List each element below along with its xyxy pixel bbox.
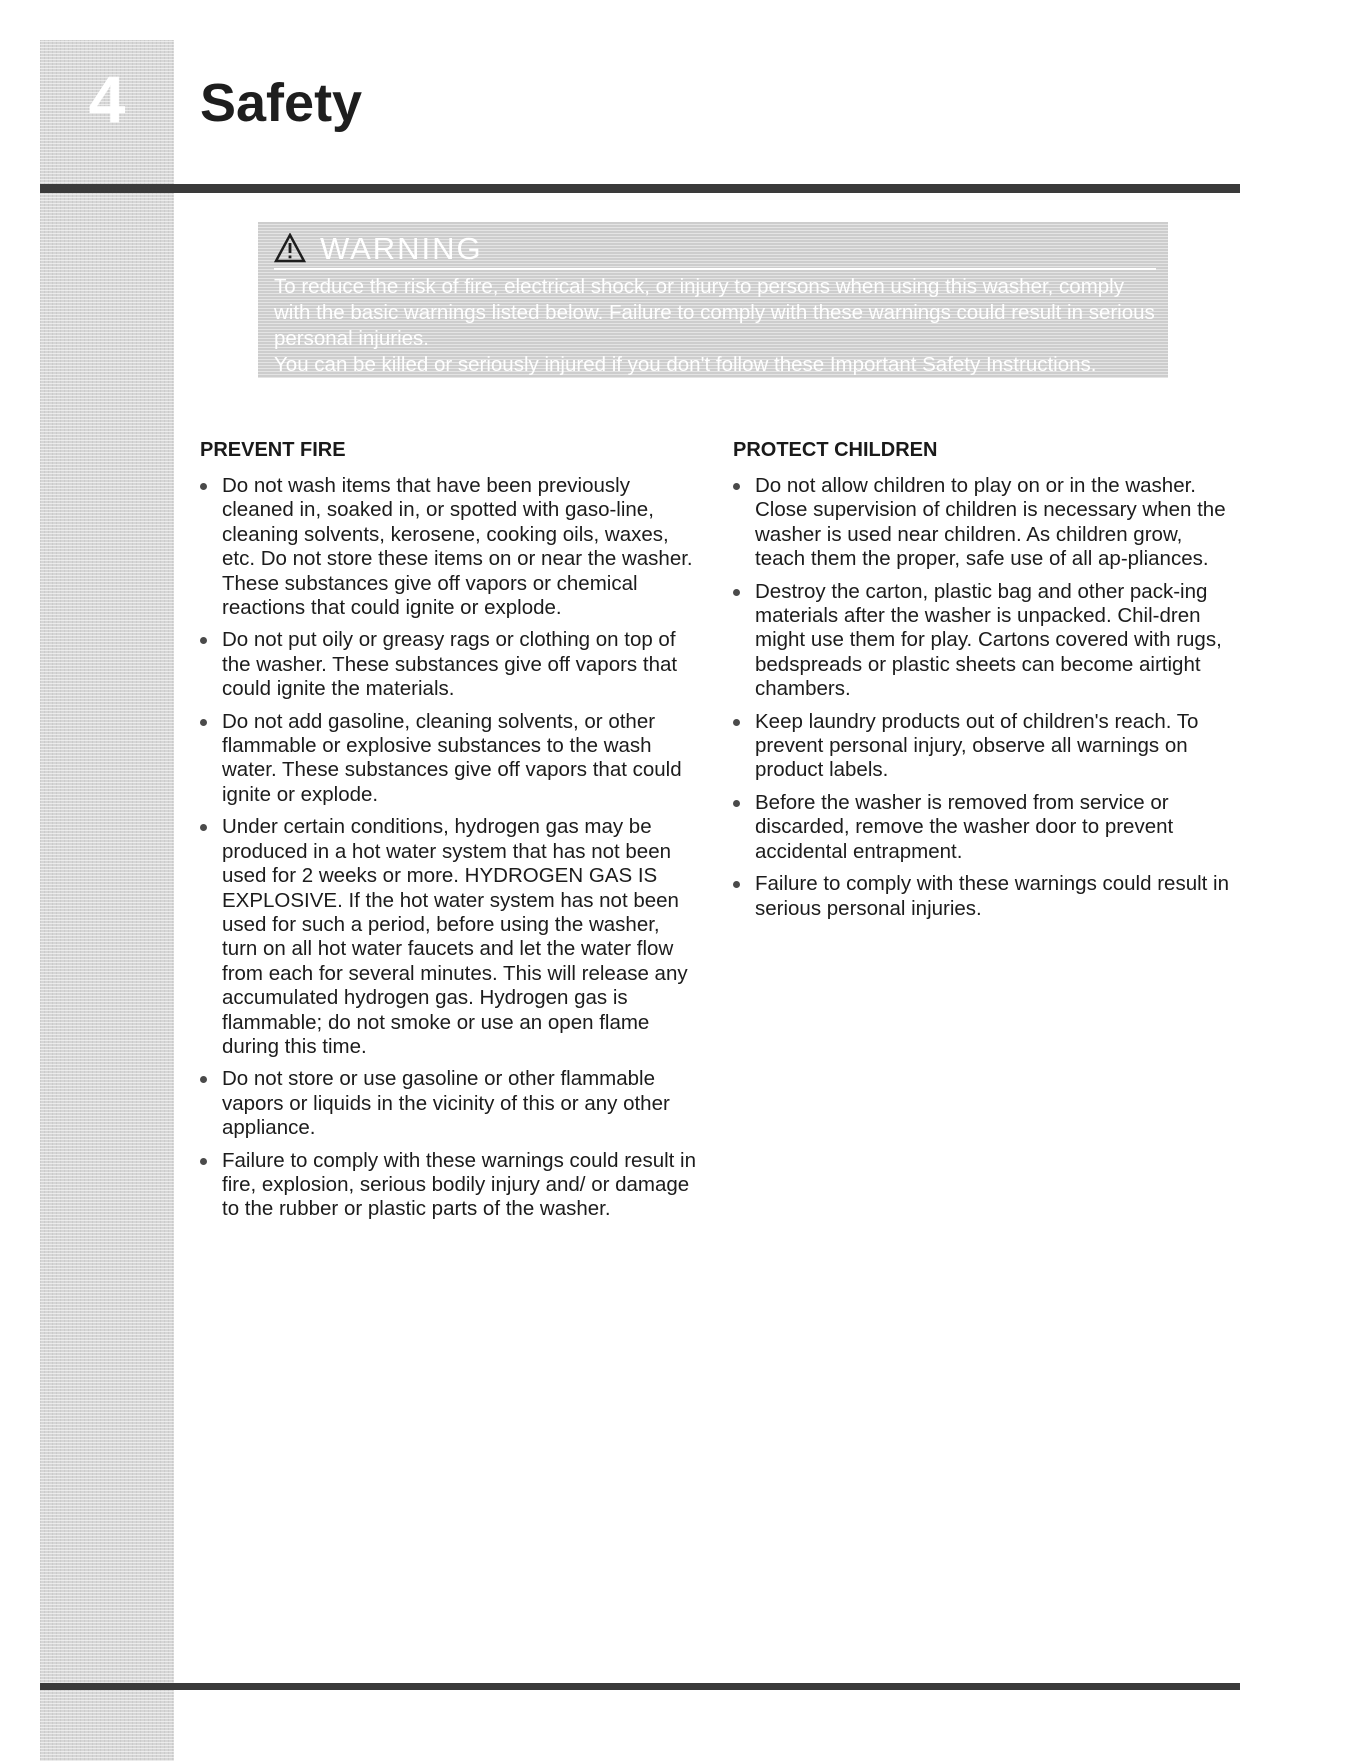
bullet-icon (733, 719, 740, 726)
list-item (200, 628, 700, 701)
bullet-icon (200, 1076, 207, 1083)
list-item-text: Failure to comply with these warnings could result in fire, explosion, serious bodily injury and/ or damage to the rubber or plastic parts of the washer. (222, 1148, 696, 1221)
list-item (200, 1149, 700, 1222)
prevent-fire-title: PREVENT FIRE (200, 439, 346, 461)
bullet-icon (200, 719, 207, 726)
bottom-rule (40, 1683, 1240, 1690)
list-item-text: Do not store or use gasoline or other flammable vapors or liquids in the vicinity of this or any other appliance. (222, 1067, 670, 1140)
warning-instructions: You can be killed or seriously injured if you don't follow these Important Safety Instructions. (274, 353, 1097, 376)
list-item-text: Under certain conditions, hydrogen gas may be produced in a hot water system that has not been used for 2 weeks or more. HYDROGEN GAS IS EXPLOSIVE. If the hot water system has not been used for such a period, before using the washer, turn on all hot water faucets and let the water flow from each for several minutes. This will release any accumulated hydrogen gas. Hydrogen gas is flammable; do not smoke or use an open flame during this time. (222, 815, 688, 1058)
list-item-text: Do not add gasoline, cleaning solvents, or other flammable or explosive substances to the wash water. These substances give off vapors that could ignite or explode. (222, 709, 682, 806)
bullet-icon (733, 483, 740, 490)
bullet-icon (733, 800, 740, 807)
prevent-fire-list (200, 474, 700, 1222)
list-item-text: Before the washer is removed from service or discarded, remove the washer door to prevent accidental entrapment. (755, 790, 1174, 863)
page-title: Safety (200, 73, 363, 133)
list-item-text: Do not put oily or greasy rags or clothing on top of the washer. These substances give off vapors that could ignite the materials. (222, 628, 678, 701)
warning-box (258, 222, 1168, 378)
list-item (200, 815, 700, 1059)
prevent-fire-section (200, 438, 700, 1230)
page-number: 4 (88, 62, 126, 136)
warning-triangle-icon (274, 233, 306, 263)
top-rule (40, 184, 1240, 193)
list-item (200, 1067, 700, 1140)
protect-children-list (733, 474, 1238, 921)
protect-children-section (733, 438, 1238, 929)
bullet-icon (200, 637, 207, 644)
list-item (200, 474, 700, 620)
side-stripe (40, 40, 174, 1761)
warning-title: WARNING (320, 230, 483, 266)
list-item-text: Keep laundry products out of children's reach. To prevent personal injury, observe all warnings on product labels. (755, 709, 1199, 782)
list-item (733, 474, 1238, 572)
list-item-text: Do not allow children to play on or in the washer. Close supervision of children is necessary when the washer is used near children. As children grow, teach them the proper, safe use of all ap-pliances. (755, 474, 1226, 571)
warning-divider (274, 268, 1156, 270)
protect-children-title: PROTECT CHILDREN (733, 439, 938, 461)
list-item-text: Failure to comply with these warnings could result in serious personal injuries. (755, 872, 1229, 920)
bullet-icon (200, 483, 207, 490)
list-item (733, 580, 1238, 702)
bullet-icon (200, 824, 207, 831)
list-item-text: Do not wash items that have been previously cleaned in, soaked in, or spotted with gaso-line, cleaning solvents, kerosene, cooking oils, waxes, etc. Do not store these items on or near the washer. These substances give off vapors or chemical reactions that could ignite or explode. (222, 474, 693, 620)
list-item-text: Destroy the carton, plastic bag and other pack-ing materials after the washer is unpacked. Chil-dren might use them for play. Cartons covered with rugs, bedspreads or plastic sheets can become airtight chambers. (755, 579, 1222, 701)
warning-header (274, 230, 1156, 266)
list-item (733, 710, 1238, 783)
list-item (733, 791, 1238, 864)
list-item (200, 710, 700, 808)
list-item (733, 872, 1238, 921)
warning-text: To reduce the risk of fire, electrical shock, or injury to persons when using this washer, comply with the basic warnings listed below. Failure to comply with these warnings could result in serious personal injuries. (274, 275, 1155, 350)
bullet-icon (733, 589, 740, 596)
bullet-icon (733, 881, 740, 888)
bullet-icon (200, 1158, 207, 1165)
